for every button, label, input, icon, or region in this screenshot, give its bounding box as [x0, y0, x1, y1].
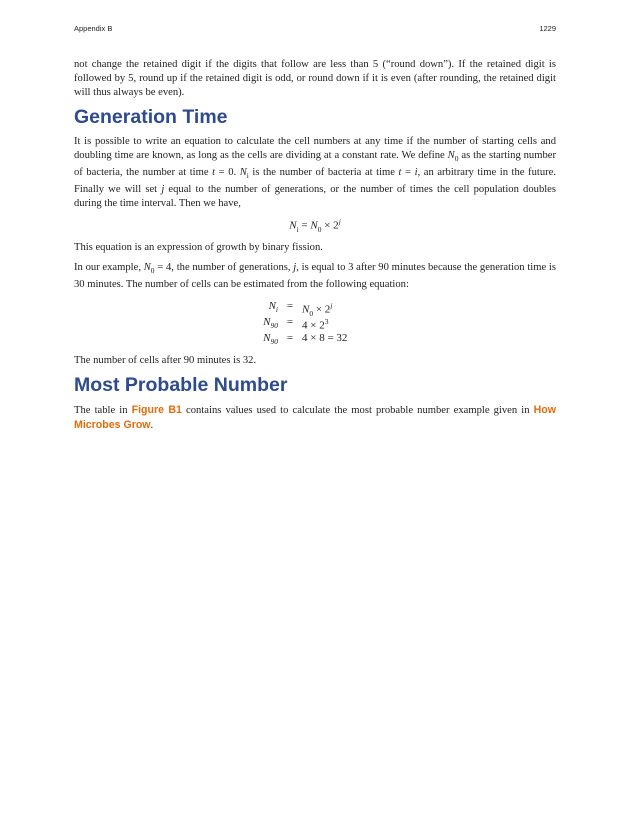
equation-row: $N_i$ = $N_0 \times 2^j$ [268, 300, 333, 319]
generation-time-paragraph-2: This equation is an expression of growth by binary fission. [74, 242, 323, 254]
intro-paragraph: not change the retained digit if the digits that follow are less than 5 (“round down”). If the retained digit is followed by 5, round up if the retained digit is odd, or round down if it is even (after rounding, the retained digit will thus always be even). [74, 59, 556, 98]
equation-row: $N_{90}$ = $4 \times 2^3$ [263, 316, 329, 332]
how-microbes-grow-link[interactable]: How Microbes Grow [74, 404, 556, 432]
equation-row: $N_{90}$ = 4 × 8 = 32 [263, 332, 348, 347]
running-header-left: Appendix B [74, 24, 113, 33]
most-probable-number-heading: Most Probable Number [74, 374, 288, 397]
example-equations [74, 298, 556, 346]
page-number: 1229 [539, 24, 556, 33]
generation-time-paragraph-4: The number of cells after 90 minutes is 32. [74, 355, 257, 367]
page-content [74, 58, 556, 439]
figure-b1-link[interactable]: Figure B1 [131, 404, 182, 417]
generation-time-heading: Generation Time [74, 106, 228, 128]
generation-time-paragraph-1: It is possible to write an equation to calculate the cell numbers at any time if the number of starting cells and doubling time are known, as long as the cells are dividing at a constant rate. We define $N_0$ as the starting number of bacteria, the number at time t = 0. $N_i$ is the number of bacteria at time t = i, an arbitrary time in the future. Finally we will set j equal to the number of generations, or the number of times the cell population doubles during the time interval. Then we have, [74, 136, 557, 210]
growth-equation: $N_i = N_0 \times 2^j$ [289, 217, 341, 235]
most-probable-number-paragraph: The table in Figure B1 contains values used to calculate the most probable number example given in How Microbes Grow. [74, 404, 556, 432]
generation-time-paragraph-3: In our example, $N_0 = 4$, the number of generations, j, is equal to 3 after 90 minutes because the generation time is 30 minutes. The number of cells can be estimated from the following equation: [74, 262, 556, 291]
